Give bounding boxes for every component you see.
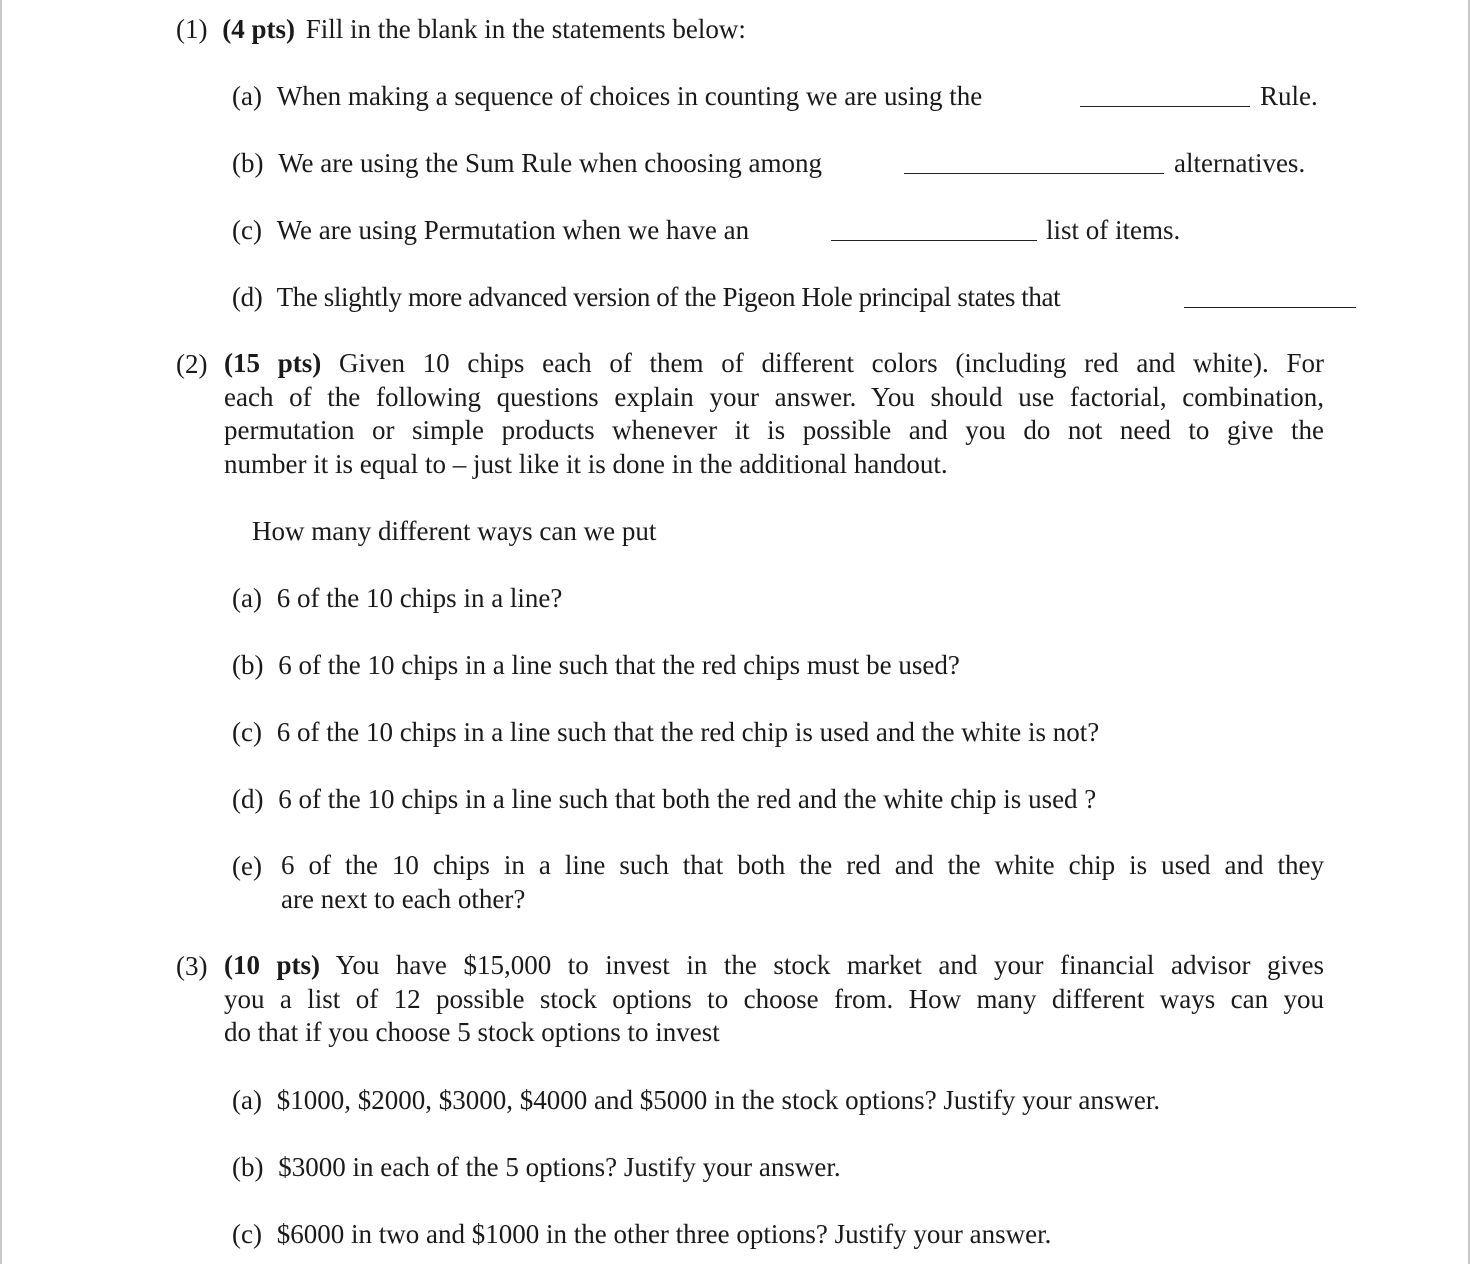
q2-lead: How many different ways can we put: [252, 516, 657, 546]
q1-item-a-after: Rule.: [1260, 81, 1318, 111]
q2-item-a: (a) 6 of the 10 chips in a line?: [232, 583, 563, 613]
q2-item-e-label: (e): [232, 851, 262, 881]
q3-body: (10 pts) You have $15,000 to invest in the stock market and your financial advisor gives you a list of 12 possible stock options to choose from. How many different ways can you do that if you choose 5 stock options to invest: [224, 950, 1324, 1047]
q1-blank-b[interactable]: [904, 173, 1164, 174]
q3-item-b: (b) $3000 in each of the 5 options? Justify your answer.: [232, 1152, 841, 1182]
q1-number: (1): [176, 14, 208, 44]
q2-body: (15 pts) Given 10 chips each of them of different colors (including red and white). For each of the following questions explain your answer. You should use factorial, combination, permutation or simple products whenever it is possible and you do not need to give the number it is equal to – just like it is done in the additional handout.: [224, 348, 1324, 479]
q1-item-c: (c) We are using Permutation when we have an: [232, 215, 750, 245]
left-border: [0, 0, 2, 1264]
q1-prompt: Fill in the blank in the statements below:: [305, 14, 746, 44]
q1-points: (4 pts): [222, 14, 295, 44]
q3-item-c: (c) $6000 in two and $1000 in the other three options? Justify your answer.: [232, 1219, 1052, 1249]
q3-number: (3): [176, 951, 208, 981]
q3-item-a: (a) $1000, $2000, $3000, $4000 and $5000 in the stock options? Justify your answer.: [232, 1085, 1161, 1115]
q1-item-a: (a) When making a sequence of choices in counting we are using the: [232, 81, 983, 111]
q2-item-e: 6 of the 10 chips in a line such that both the red and the white chip is used and they are next to each other?: [281, 850, 1324, 914]
q1-item-b-after: alternatives.: [1174, 148, 1306, 178]
q1-blank-c[interactable]: [831, 240, 1037, 241]
q2-item-c: (c) 6 of the 10 chips in a line such that the red chip is used and the white is not?: [232, 717, 1100, 747]
q1-blank-d[interactable]: [1184, 307, 1356, 308]
q2-number: (2): [176, 349, 208, 379]
q1-header: [176, 12, 746, 46]
q2-points: (15 pts): [224, 348, 322, 378]
q1-item-d: (d) The slightly more advanced version of the Pigeon Hole principal states that: [232, 282, 1061, 312]
q2-item-d: (d) 6 of the 10 chips in a line such that both the red and the white chip is used ?: [232, 784, 1097, 814]
q1-item-c-after: list of items.: [1046, 215, 1181, 245]
q3-points: (10 pts): [224, 950, 321, 980]
q1-blank-a[interactable]: [1080, 106, 1250, 107]
q1-item-b: (b) We are using the Sum Rule when choosing among: [232, 148, 822, 178]
q2-item-b: (b) 6 of the 10 chips in a line such that the red chips must be used?: [232, 650, 960, 680]
